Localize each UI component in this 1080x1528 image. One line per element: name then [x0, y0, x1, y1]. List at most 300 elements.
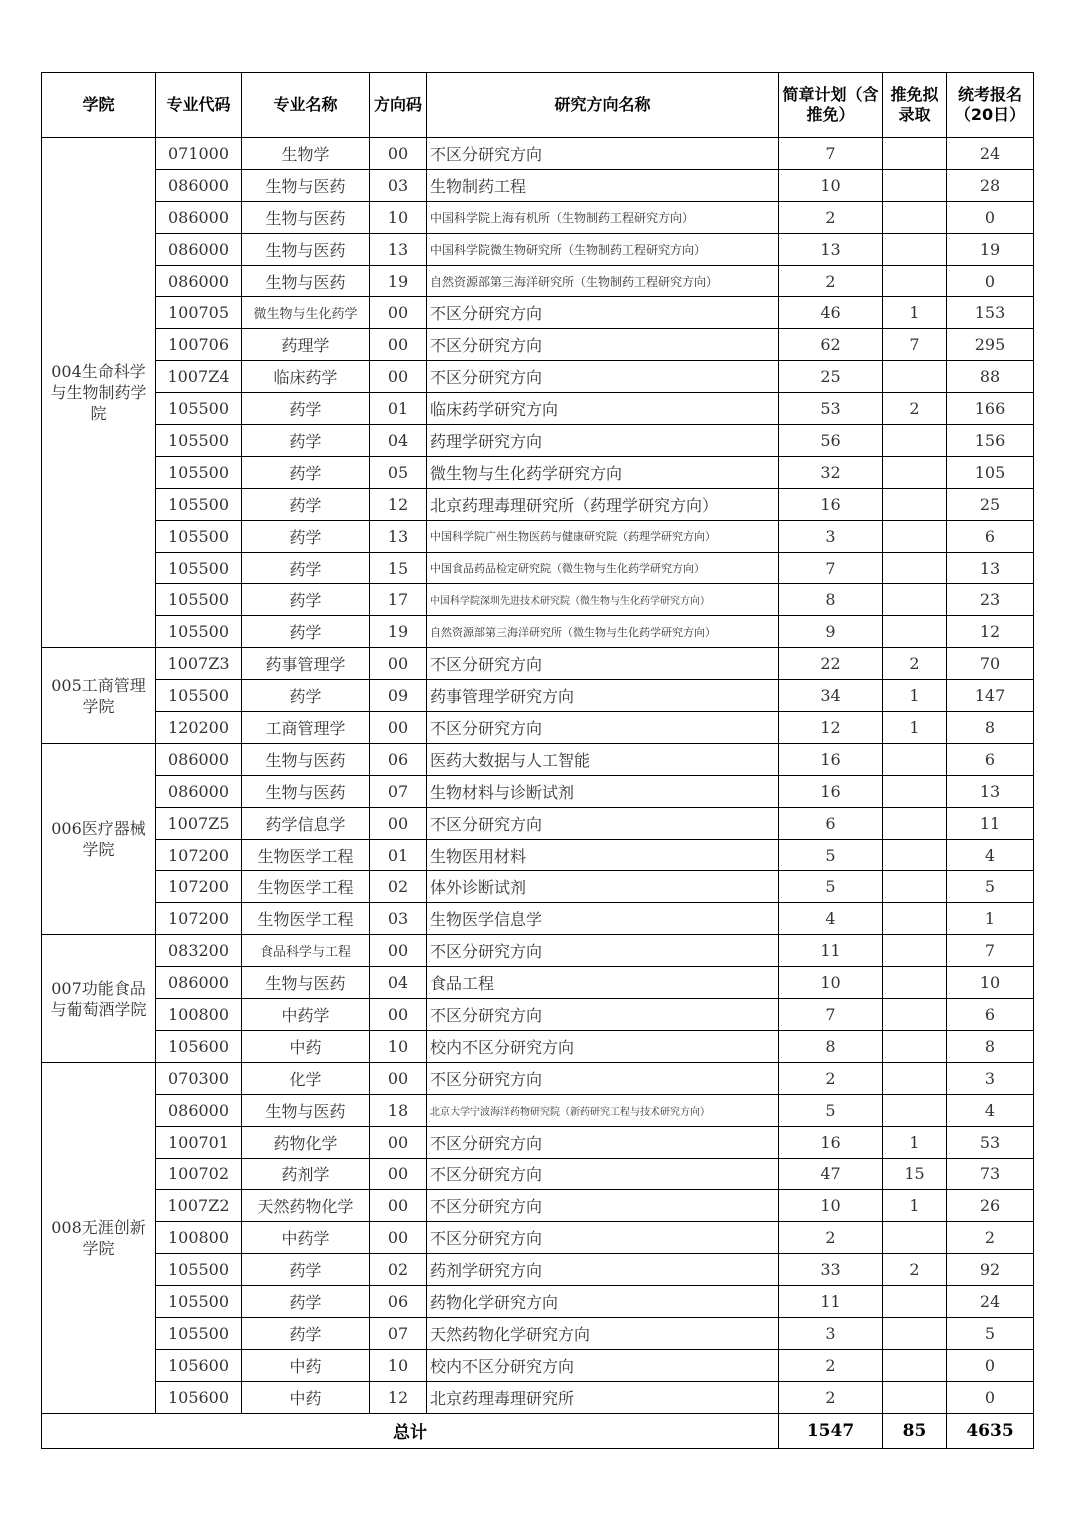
recommended-cell: 7 [883, 329, 947, 361]
recommended-cell: 2 [883, 1254, 947, 1286]
college-cell: 008无涯创新学院 [42, 1062, 156, 1413]
table-row [42, 584, 1034, 616]
recommended-cell [883, 265, 947, 297]
header-college: 学院 [42, 73, 156, 138]
major-name-cell: 生物与医药 [242, 743, 370, 775]
plan-cell: 32 [779, 456, 883, 488]
applicants-cell: 0 [947, 201, 1034, 233]
applicants-cell: 0 [947, 265, 1034, 297]
major-code-cell: 107200 [156, 839, 242, 871]
major-code-cell: 086000 [156, 1094, 242, 1126]
major-code-cell: 086000 [156, 265, 242, 297]
applicants-cell: 166 [947, 393, 1034, 425]
applicants-cell: 24 [947, 1286, 1034, 1318]
major-name-cell: 药学信息学 [242, 807, 370, 839]
applicants-cell: 70 [947, 648, 1034, 680]
table-row [42, 680, 1034, 712]
applicants-cell: 92 [947, 1254, 1034, 1286]
major-name-cell: 生物与医药 [242, 233, 370, 265]
major-code-cell: 1007Z3 [156, 648, 242, 680]
applicants-cell: 28 [947, 169, 1034, 201]
major-name-cell: 药理学 [242, 329, 370, 361]
recommended-cell [883, 935, 947, 967]
direction-name-cell: 药事管理学研究方向 [427, 680, 779, 712]
recommended-cell [883, 1222, 947, 1254]
recommended-cell [883, 743, 947, 775]
recommended-cell [883, 999, 947, 1031]
plan-cell: 47 [779, 1158, 883, 1190]
direction-name-cell: 食品工程 [427, 967, 779, 999]
enrollment-table [41, 72, 1034, 1449]
table-row [42, 520, 1034, 552]
major-name-cell: 工商管理学 [242, 712, 370, 744]
table-row [42, 616, 1034, 648]
recommended-cell: 1 [883, 712, 947, 744]
direction-name-cell: 中国科学院上海有机所（生物制药工程研究方向） [427, 201, 779, 233]
applicants-cell: 24 [947, 138, 1034, 170]
major-name-cell: 生物与医药 [242, 1094, 370, 1126]
plan-cell: 16 [779, 775, 883, 807]
direction-code-cell: 10 [370, 201, 427, 233]
table-row [42, 1030, 1034, 1062]
major-code-cell: 086000 [156, 169, 242, 201]
applicants-cell: 13 [947, 552, 1034, 584]
header-direction-code: 方向码 [370, 73, 427, 138]
major-name-cell: 生物与医药 [242, 775, 370, 807]
table-row [42, 1317, 1034, 1349]
direction-name-cell: 不区分研究方向 [427, 297, 779, 329]
applicants-cell: 53 [947, 1126, 1034, 1158]
direction-name-cell: 中国科学院深圳先进技术研究院（微生物与生化药学研究方向） [427, 584, 779, 616]
recommended-cell [883, 775, 947, 807]
applicants-cell: 6 [947, 520, 1034, 552]
plan-cell: 10 [779, 1190, 883, 1222]
applicants-cell: 3 [947, 1062, 1034, 1094]
plan-cell: 53 [779, 393, 883, 425]
direction-name-cell: 药理学研究方向 [427, 425, 779, 457]
recommended-cell [883, 1317, 947, 1349]
major-code-cell: 105500 [156, 584, 242, 616]
plan-cell: 2 [779, 1222, 883, 1254]
table-row [42, 265, 1034, 297]
plan-cell: 8 [779, 1030, 883, 1062]
major-code-cell: 1007Z5 [156, 807, 242, 839]
direction-code-cell: 00 [370, 361, 427, 393]
direction-name-cell: 不区分研究方向 [427, 1222, 779, 1254]
recommended-cell [883, 1286, 947, 1318]
direction-name-cell: 北京药理毒理研究所 [427, 1381, 779, 1413]
major-code-cell: 105500 [156, 520, 242, 552]
major-code-cell: 105600 [156, 1381, 242, 1413]
recommended-cell [883, 169, 947, 201]
direction-code-cell: 19 [370, 616, 427, 648]
applicants-cell: 19 [947, 233, 1034, 265]
plan-cell: 12 [779, 712, 883, 744]
major-name-cell: 药学 [242, 584, 370, 616]
table-row [42, 1126, 1034, 1158]
table-row [42, 297, 1034, 329]
college-cell: 007功能食品与葡萄酒学院 [42, 935, 156, 1063]
major-code-cell: 105500 [156, 616, 242, 648]
applicants-cell: 12 [947, 616, 1034, 648]
direction-code-cell: 00 [370, 648, 427, 680]
recommended-cell [883, 1062, 947, 1094]
table-row [42, 233, 1034, 265]
direction-name-cell: 校内不区分研究方向 [427, 1349, 779, 1381]
plan-cell: 2 [779, 201, 883, 233]
recommended-cell: 1 [883, 680, 947, 712]
plan-cell: 5 [779, 871, 883, 903]
major-code-cell: 105500 [156, 393, 242, 425]
header-row [42, 73, 1034, 138]
major-code-cell: 071000 [156, 138, 242, 170]
applicants-cell: 4 [947, 839, 1034, 871]
direction-name-cell: 生物材料与诊断试剂 [427, 775, 779, 807]
header-major-code: 专业代码 [156, 73, 242, 138]
recommended-cell [883, 584, 947, 616]
applicants-cell: 11 [947, 807, 1034, 839]
header-major-name: 专业名称 [242, 73, 370, 138]
direction-name-cell: 自然资源部第三海洋研究所（微生物与生化药学研究方向） [427, 616, 779, 648]
major-code-cell: 100800 [156, 1222, 242, 1254]
plan-cell: 8 [779, 584, 883, 616]
recommended-cell [883, 839, 947, 871]
applicants-cell: 25 [947, 488, 1034, 520]
direction-code-cell: 19 [370, 265, 427, 297]
major-code-cell: 105500 [156, 425, 242, 457]
plan-cell: 6 [779, 807, 883, 839]
major-code-cell: 107200 [156, 871, 242, 903]
major-code-cell: 100706 [156, 329, 242, 361]
major-name-cell: 天然药物化学 [242, 1190, 370, 1222]
direction-code-cell: 00 [370, 329, 427, 361]
direction-code-cell: 00 [370, 1222, 427, 1254]
applicants-cell: 26 [947, 1190, 1034, 1222]
direction-name-cell: 体外诊断试剂 [427, 871, 779, 903]
major-name-cell: 中药 [242, 1381, 370, 1413]
major-code-cell: 1007Z2 [156, 1190, 242, 1222]
direction-name-cell: 不区分研究方向 [427, 999, 779, 1031]
major-code-cell: 100701 [156, 1126, 242, 1158]
major-name-cell: 生物与医药 [242, 265, 370, 297]
major-name-cell: 生物学 [242, 138, 370, 170]
plan-cell: 2 [779, 1062, 883, 1094]
direction-code-cell: 06 [370, 1286, 427, 1318]
applicants-cell: 23 [947, 584, 1034, 616]
major-code-cell: 086000 [156, 775, 242, 807]
direction-name-cell: 生物医用材料 [427, 839, 779, 871]
major-code-cell: 086000 [156, 233, 242, 265]
direction-name-cell: 校内不区分研究方向 [427, 1030, 779, 1062]
major-name-cell: 生物医学工程 [242, 839, 370, 871]
table-row [42, 743, 1034, 775]
recommended-cell [883, 1349, 947, 1381]
direction-code-cell: 00 [370, 999, 427, 1031]
major-code-cell: 086000 [156, 201, 242, 233]
applicants-cell: 88 [947, 361, 1034, 393]
direction-code-cell: 12 [370, 488, 427, 520]
direction-name-cell: 不区分研究方向 [427, 1190, 779, 1222]
direction-code-cell: 00 [370, 297, 427, 329]
applicants-cell: 1 [947, 903, 1034, 935]
direction-code-cell: 04 [370, 967, 427, 999]
direction-code-cell: 05 [370, 456, 427, 488]
direction-name-cell: 中国食品药品检定研究院（微生物与生化药学研究方向） [427, 552, 779, 584]
major-code-cell: 105500 [156, 1286, 242, 1318]
table-row [42, 169, 1034, 201]
table-row [42, 1062, 1034, 1094]
table-row [42, 361, 1034, 393]
plan-cell: 16 [779, 488, 883, 520]
table-row [42, 1222, 1034, 1254]
direction-code-cell: 13 [370, 520, 427, 552]
plan-cell: 2 [779, 265, 883, 297]
plan-cell: 5 [779, 1094, 883, 1126]
plan-cell: 3 [779, 1317, 883, 1349]
major-name-cell: 临床药学 [242, 361, 370, 393]
table-row [42, 1349, 1034, 1381]
plan-cell: 16 [779, 1126, 883, 1158]
plan-cell: 62 [779, 329, 883, 361]
major-name-cell: 微生物与生化药学 [242, 297, 370, 329]
applicants-cell: 2 [947, 1222, 1034, 1254]
table-row [42, 138, 1034, 170]
recommended-cell [883, 201, 947, 233]
applicants-cell: 8 [947, 712, 1034, 744]
direction-code-cell: 00 [370, 1190, 427, 1222]
recommended-cell [883, 488, 947, 520]
header-plan: 简章计划（含推免） [779, 73, 883, 138]
plan-cell: 4 [779, 903, 883, 935]
college-cell: 005工商管理学院 [42, 648, 156, 744]
major-code-cell: 100705 [156, 297, 242, 329]
direction-name-cell: 临床药学研究方向 [427, 393, 779, 425]
direction-code-cell: 04 [370, 425, 427, 457]
major-name-cell: 药学 [242, 1317, 370, 1349]
major-name-cell: 药学 [242, 552, 370, 584]
applicants-cell: 5 [947, 1317, 1034, 1349]
recommended-cell [883, 807, 947, 839]
table-row [42, 935, 1034, 967]
applicants-cell: 10 [947, 967, 1034, 999]
table-row [42, 1158, 1034, 1190]
recommended-cell [883, 520, 947, 552]
plan-cell: 5 [779, 839, 883, 871]
direction-code-cell: 12 [370, 1381, 427, 1413]
plan-cell: 13 [779, 233, 883, 265]
direction-name-cell: 不区分研究方向 [427, 138, 779, 170]
plan-cell: 25 [779, 361, 883, 393]
table-row [42, 839, 1034, 871]
direction-name-cell: 不区分研究方向 [427, 361, 779, 393]
major-name-cell: 中药 [242, 1030, 370, 1062]
direction-code-cell: 00 [370, 1126, 427, 1158]
table-row [42, 393, 1034, 425]
applicants-cell: 147 [947, 680, 1034, 712]
major-code-cell: 120200 [156, 712, 242, 744]
table-row [42, 1190, 1034, 1222]
major-code-cell: 107200 [156, 903, 242, 935]
direction-name-cell: 生物制药工程 [427, 169, 779, 201]
table-row [42, 1254, 1034, 1286]
recommended-cell [883, 425, 947, 457]
recommended-cell: 1 [883, 1190, 947, 1222]
major-name-cell: 药学 [242, 393, 370, 425]
applicants-cell: 156 [947, 425, 1034, 457]
direction-code-cell: 02 [370, 1254, 427, 1286]
direction-code-cell: 00 [370, 138, 427, 170]
direction-name-cell: 不区分研究方向 [427, 1126, 779, 1158]
major-name-cell: 药物化学 [242, 1126, 370, 1158]
table-row [42, 456, 1034, 488]
direction-name-cell: 天然药物化学研究方向 [427, 1317, 779, 1349]
table-row [42, 807, 1034, 839]
direction-code-cell: 00 [370, 935, 427, 967]
recommended-cell [883, 552, 947, 584]
direction-name-cell: 药剂学研究方向 [427, 1254, 779, 1286]
major-name-cell: 药剂学 [242, 1158, 370, 1190]
plan-cell: 11 [779, 935, 883, 967]
college-cell: 006医疗器械学院 [42, 743, 156, 934]
direction-code-cell: 01 [370, 839, 427, 871]
table-body [42, 138, 1034, 1414]
major-name-cell: 生物医学工程 [242, 903, 370, 935]
direction-name-cell: 不区分研究方向 [427, 1158, 779, 1190]
recommended-cell [883, 1381, 947, 1413]
plan-cell: 34 [779, 680, 883, 712]
direction-name-cell: 医药大数据与人工智能 [427, 743, 779, 775]
table-row [42, 648, 1034, 680]
recommended-cell [883, 903, 947, 935]
applicants-cell: 153 [947, 297, 1034, 329]
direction-code-cell: 07 [370, 775, 427, 807]
major-name-cell: 生物与医药 [242, 201, 370, 233]
recommended-cell [883, 233, 947, 265]
total-label: 总计 [42, 1413, 779, 1448]
table-row [42, 488, 1034, 520]
major-name-cell: 药学 [242, 456, 370, 488]
major-name-cell: 药学 [242, 488, 370, 520]
direction-name-cell: 不区分研究方向 [427, 648, 779, 680]
plan-cell: 11 [779, 1286, 883, 1318]
college-cell: 004生命科学与生物制药学院 [42, 138, 156, 648]
direction-code-cell: 06 [370, 743, 427, 775]
direction-code-cell: 07 [370, 1317, 427, 1349]
table-row [42, 712, 1034, 744]
major-name-cell: 生物与医药 [242, 967, 370, 999]
plan-cell: 33 [779, 1254, 883, 1286]
table-row [42, 1381, 1034, 1413]
applicants-cell: 105 [947, 456, 1034, 488]
direction-name-cell: 不区分研究方向 [427, 329, 779, 361]
major-code-cell: 105500 [156, 1254, 242, 1286]
major-name-cell: 药学 [242, 425, 370, 457]
recommended-cell [883, 1030, 947, 1062]
major-code-cell: 083200 [156, 935, 242, 967]
direction-name-cell: 中国科学院微生物研究所（生物制药工程研究方向） [427, 233, 779, 265]
major-code-cell: 105500 [156, 680, 242, 712]
major-code-cell: 105500 [156, 552, 242, 584]
plan-cell: 7 [779, 138, 883, 170]
table-row [42, 1286, 1034, 1318]
direction-code-cell: 03 [370, 903, 427, 935]
major-name-cell: 中药 [242, 1349, 370, 1381]
major-code-cell: 100702 [156, 1158, 242, 1190]
total-plan: 1547 [779, 1413, 883, 1448]
recommended-cell [883, 1094, 947, 1126]
plan-cell: 56 [779, 425, 883, 457]
major-code-cell: 105600 [156, 1349, 242, 1381]
major-name-cell: 食品科学与工程 [242, 935, 370, 967]
major-code-cell: 105500 [156, 488, 242, 520]
major-name-cell: 药学 [242, 680, 370, 712]
table-row [42, 329, 1034, 361]
major-code-cell: 1007Z4 [156, 361, 242, 393]
direction-code-cell: 00 [370, 1062, 427, 1094]
major-code-cell: 070300 [156, 1062, 242, 1094]
header-direction-name: 研究方向名称 [427, 73, 779, 138]
applicants-cell: 73 [947, 1158, 1034, 1190]
major-name-cell: 生物与医药 [242, 169, 370, 201]
direction-code-cell: 17 [370, 584, 427, 616]
header-applicants: 统考报名（20日） [947, 73, 1034, 138]
recommended-cell [883, 616, 947, 648]
direction-code-cell: 10 [370, 1349, 427, 1381]
major-name-cell: 药学 [242, 1254, 370, 1286]
direction-code-cell: 18 [370, 1094, 427, 1126]
major-code-cell: 100800 [156, 999, 242, 1031]
recommended-cell [883, 967, 947, 999]
plan-cell: 7 [779, 999, 883, 1031]
direction-code-cell: 00 [370, 807, 427, 839]
direction-code-cell: 00 [370, 1158, 427, 1190]
table-row [42, 871, 1034, 903]
direction-code-cell: 13 [370, 233, 427, 265]
table-row [42, 552, 1034, 584]
applicants-cell: 7 [947, 935, 1034, 967]
major-code-cell: 086000 [156, 967, 242, 999]
applicants-cell: 5 [947, 871, 1034, 903]
direction-code-cell: 01 [370, 393, 427, 425]
major-code-cell: 105500 [156, 1317, 242, 1349]
applicants-cell: 8 [947, 1030, 1034, 1062]
major-code-cell: 086000 [156, 743, 242, 775]
applicants-cell: 0 [947, 1349, 1034, 1381]
plan-cell: 22 [779, 648, 883, 680]
direction-name-cell: 北京大学宁波海洋药物研究院（新药研究工程与技术研究方向） [427, 1094, 779, 1126]
applicants-cell: 0 [947, 1381, 1034, 1413]
plan-cell: 16 [779, 743, 883, 775]
direction-code-cell: 10 [370, 1030, 427, 1062]
recommended-cell: 1 [883, 297, 947, 329]
direction-name-cell: 不区分研究方向 [427, 712, 779, 744]
plan-cell: 2 [779, 1349, 883, 1381]
total-row [42, 1413, 1034, 1448]
plan-cell: 3 [779, 520, 883, 552]
direction-name-cell: 生物医学信息学 [427, 903, 779, 935]
applicants-cell: 4 [947, 1094, 1034, 1126]
plan-cell: 2 [779, 1381, 883, 1413]
plan-cell: 7 [779, 552, 883, 584]
applicants-cell: 295 [947, 329, 1034, 361]
plan-cell: 10 [779, 169, 883, 201]
table-row [42, 775, 1034, 807]
major-name-cell: 药学 [242, 520, 370, 552]
recommended-cell: 2 [883, 648, 947, 680]
major-name-cell: 化学 [242, 1062, 370, 1094]
header-recommended: 推免拟录取 [883, 73, 947, 138]
direction-name-cell: 北京药理毒理研究所（药理学研究方向） [427, 488, 779, 520]
